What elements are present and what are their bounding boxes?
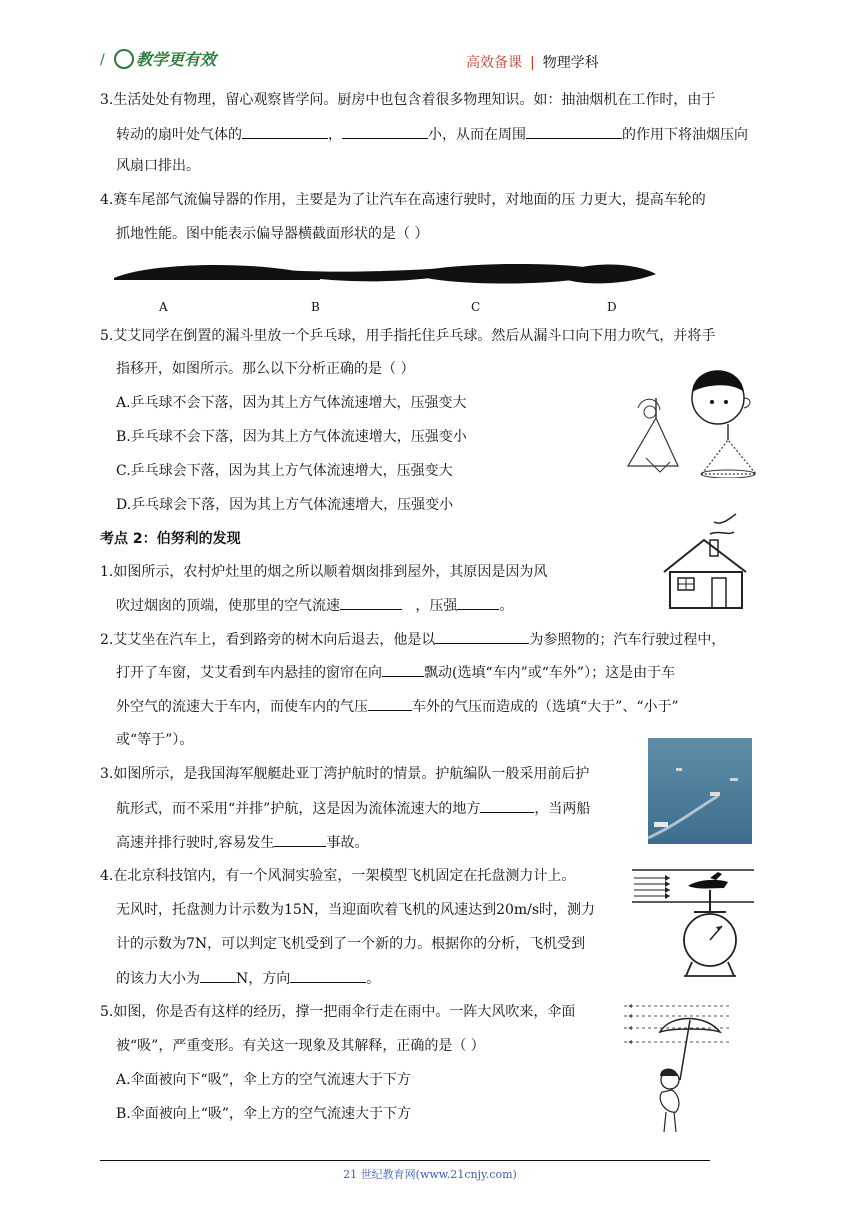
q2b-line1 [100, 629, 725, 650]
q2b-line1-a: 2.艾艾坐在汽车上，看到路旁的树木向后退去，他是以 [100, 632, 436, 648]
answer-blank[interactable] [242, 124, 328, 139]
q5a-option-c[interactable]: C.乒乓球会下落，因为其上方气体流速增大，压强变大 [116, 463, 453, 479]
q4b-line3: 计的示数为7N，可以判定飞机受到了一个新的力。根据你的分析，飞机受到 [116, 936, 586, 952]
q3b-line2-a: 航形式，而不采用“并排”护航，这是因为流体流速大的地方 [116, 801, 481, 817]
umbrella-wind-illustration [620, 996, 760, 1140]
q4b-line4 [116, 968, 380, 989]
header-separator: | [530, 55, 535, 71]
section-heading: 考点 2：伯努利的发现 [100, 531, 241, 547]
q3a-line1: 3.生活处处有物理，留心观察皆学问。厨房中也包含着很多物理知识。如：抽油烟机在工作时，由于 [100, 92, 716, 108]
q2b-line4: 或“等于”）。 [116, 732, 194, 748]
answer-blank[interactable] [457, 595, 499, 610]
answer-blank[interactable] [382, 662, 424, 677]
q3b-line3 [116, 832, 368, 853]
q3b-line3-a: 高速并排行驶时,容易发生 [116, 835, 275, 851]
q3b-line1: 3.如图所示，是我国海军舰艇赴亚丁湾护航时的情景。护航编队一般采用前后护 [100, 766, 590, 782]
q1b-line2-c: 。 [499, 598, 514, 614]
q3a-line2-c: 小，从而在周围 [428, 127, 526, 143]
header-subject-a: 高效备课 [466, 55, 522, 71]
q4b-line2: 无风时，托盘测力计示数为15N，当迎面吹着飞机的风速达到20m/s时，测力 [116, 902, 596, 918]
answer-blank[interactable] [368, 696, 412, 711]
answer-blank[interactable] [274, 832, 326, 847]
answer-blank[interactable] [290, 968, 366, 983]
q3b-line2-b: ，当两船 [534, 801, 591, 817]
q3a-line3: 风扇口排出。 [116, 158, 200, 174]
logo-text: 教学更有效 [136, 50, 217, 69]
navy-ships-photo [648, 738, 752, 844]
q4a-line1: 4.赛车尾部气流偏导器的作用，主要是为了让汽车在高速行驶时，对地面的压 力更大，提高车轮的 [100, 192, 706, 208]
q4b-line1: 4.在北京科技馆内，有一个风洞实验室，一架模型飞机固定在托盘测力计上。 [100, 868, 576, 884]
airfoil-label-a: A [159, 300, 168, 314]
q3a-line2-d: 的作用下将油烟压向 [622, 127, 748, 143]
q5b-line2: 被“吸”，严重变形。有关这一现象及其解释，正确的是（ ） [116, 1038, 485, 1054]
q5a-option-d[interactable]: D.乒乓球会下落，因为其上方气体流速增大，压强变小 [116, 497, 454, 513]
q5b-option-a[interactable]: A.伞面被向下“吸”，伞上方的空气流速大于下方 [116, 1072, 411, 1088]
q2b-line1-b: 为参照物的；汽车行驶过程中， [529, 632, 726, 648]
q5a-option-b[interactable]: B.乒乓球不会下落，因为其上方气体流速增大，压强变小 [116, 429, 467, 445]
airfoil-label-b: B [311, 300, 320, 314]
funnel-blowing-illustration [620, 358, 770, 478]
svg-text:/: / [100, 52, 105, 68]
q4b-line4-c: 。 [366, 971, 381, 987]
q3b-line2 [116, 798, 590, 819]
house-chimney-illustration [660, 512, 756, 612]
footer-text[interactable]: 21 世纪教育网(www.21cnjy.com) [343, 1168, 517, 1181]
site-logo [100, 44, 220, 74]
q1b-line2-a: 吹过烟囱的顶端，使那里的空气流速 [116, 598, 340, 614]
q3a-line2-a: 转动的扇叶处气体的 [116, 127, 242, 143]
q4b-line4-b: N，方向 [236, 971, 291, 987]
q2b-line3-a: 外空气的流速大于车内，而使车内的气压 [116, 699, 368, 715]
q2b-line3-b: 车外的气压而造成的（选填“大于”、“小于” [412, 699, 679, 715]
answer-blank[interactable] [200, 968, 236, 983]
q3a-line2 [116, 124, 748, 145]
answer-blank[interactable] [342, 124, 428, 139]
header-subject-b: 物理学科 [542, 55, 599, 71]
airfoil-label-d: D [607, 300, 617, 314]
q2b-line2-b: 飘动(选填“车内”或“车外”）；这是由于车 [424, 665, 676, 681]
q2b-line3 [116, 696, 679, 717]
q4b-line4-a: 的该力大小为 [116, 971, 200, 987]
answer-blank[interactable] [340, 595, 402, 610]
q2b-line2-a: 打开了车窗，艾艾看到车内悬挂的窗帘在向 [116, 665, 382, 681]
q5a-line2: 指移开，如图所示。那么以下分析正确的是（ ） [116, 361, 415, 377]
q5a-line1: 5.艾艾同学在倒置的漏斗里放一个乒乓球，用手指托住乒乓球。然后从漏斗口向下用力吹气，并将手 [100, 328, 716, 344]
q4a-line2: 抓地性能。图中能表示偏导器横截面形状的是（ ） [116, 226, 429, 242]
q2b-line2 [116, 662, 675, 683]
q1b-line1: 1.如图所示，农村炉灶里的烟之所以顺着烟囱排到屋外，其原因是因为风 [100, 564, 548, 580]
q1b-line2-b: ，压强 [415, 598, 458, 614]
q1b-line2 [116, 595, 513, 616]
answer-blank[interactable] [480, 798, 534, 813]
airfoil-label-c: C [471, 300, 481, 314]
q5b-option-b[interactable]: B.伞面被向上“吸”，伞上方的空气流速大于下方 [116, 1106, 412, 1122]
q3b-line3-b: 事故。 [326, 835, 369, 851]
q5b-line1: 5.如图，你是否有这样的经历，撑一把雨伞行走在雨中。一阵大风吹来，伞面 [100, 1004, 576, 1020]
airfoil-figure [110, 258, 670, 292]
q3a-line2-b: ， [328, 127, 342, 143]
q5a-option-a[interactable]: A.乒乓球不会下落，因为其上方气体流速增大，压强变大 [116, 395, 467, 411]
answer-blank[interactable] [526, 124, 622, 139]
answer-blank[interactable] [435, 629, 529, 644]
footer-divider [100, 1160, 710, 1161]
header-subject [466, 52, 599, 72]
wind-tunnel-illustration [632, 864, 754, 980]
